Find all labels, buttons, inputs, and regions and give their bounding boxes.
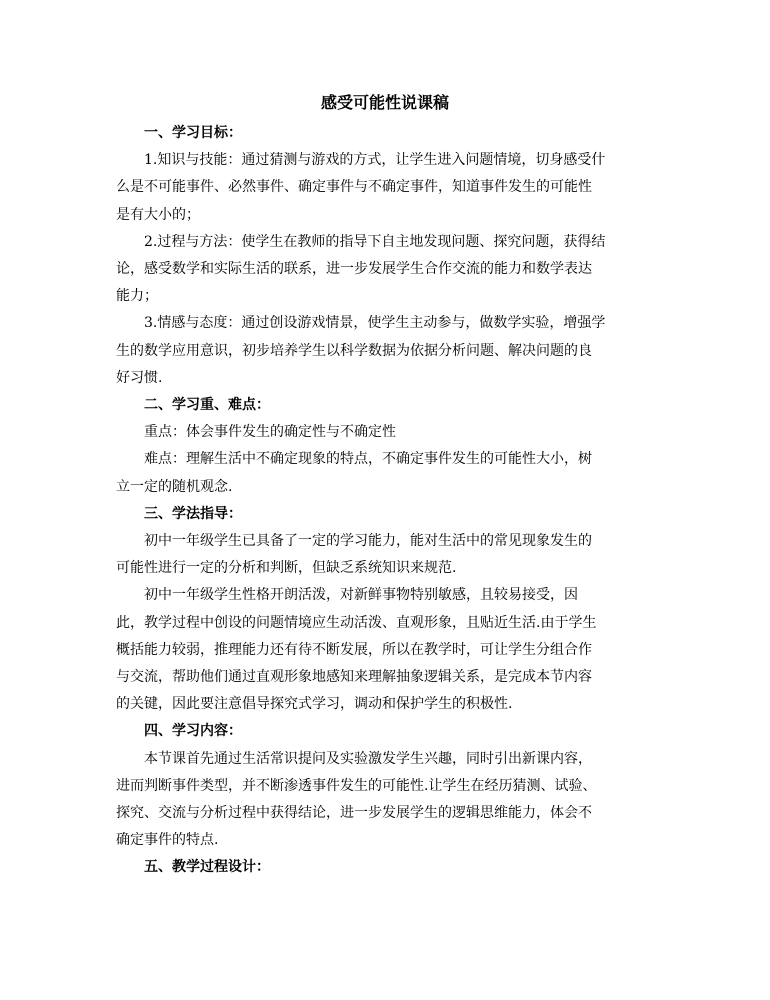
page-title: 感受可能性说课稿 xyxy=(320,93,449,112)
paragraph xyxy=(116,229,656,311)
paragraph-line: 的关键，因此要注意倡导探究式学习，调动和保护学生的积极性. xyxy=(116,696,513,713)
paragraph-line: 与交流，帮助他们通过直观形象地感知来理解抽象逻辑关系，是完成本节内容 xyxy=(116,669,592,686)
paragraph-line: 1.知识与技能：通过猜测与游戏的方式，让学生进入问题情境，切身感受什 xyxy=(144,152,606,169)
paragraph-line: 进而判断事件类型，并不断渗透事件发生的可能性.让学生在经历猜测、试验、 xyxy=(116,777,597,794)
paragraph-line: 确定事件的特点. xyxy=(116,832,219,849)
paragraph-line: 初中一年级学生性格开朗活泼，对新鲜事物特别敏感，且较易接受，因 xyxy=(144,587,578,604)
paragraph-line: 是有大小的； xyxy=(116,206,200,223)
paragraph-line: 探究、交流与分析过程中获得结论，进一步发展学生的逻辑思维能力，体会不 xyxy=(116,805,592,822)
paragraph xyxy=(116,419,656,446)
paragraph-line: 重点：体会事件发生的确定性与不确定性 xyxy=(144,424,396,441)
paragraph xyxy=(116,746,656,855)
paragraph-line: 立一定的随机观念. xyxy=(116,478,233,495)
document-body xyxy=(116,120,656,882)
section-heading: 五、教学过程设计： xyxy=(144,859,270,876)
paragraph xyxy=(116,528,656,582)
paragraph-line: 2.过程与方法：使学生在教师的指导下自主地发现问题、探究问题，获得结 xyxy=(144,233,606,250)
section-heading: 三、学法指导： xyxy=(144,505,242,522)
paragraph xyxy=(116,310,656,392)
paragraph-line: 能力； xyxy=(116,288,158,305)
paragraph-line: 难点：理解生活中不确定现象的特点，不确定事件发生的可能性大小，树 xyxy=(144,451,592,468)
paragraph xyxy=(116,446,656,500)
section-heading: 二、学习重、难点： xyxy=(144,397,270,414)
paragraph-line: 么是不可能事件、必然事件、确定事件与不确定事件，知道事件发生的可能性 xyxy=(116,179,592,196)
paragraph-line: 3.情感与态度：通过创设游戏情景，使学生主动参与，做数学实验，增强学 xyxy=(144,315,606,332)
paragraph-line: 此，教学过程中创设的问题情境应生动活泼、直观形象，且贴近生活.由于学生 xyxy=(116,614,597,631)
paragraph-line: 生的数学应用意识，初步培养学生以科学数据为依据分析问题、解决问题的良 xyxy=(116,342,592,359)
paragraph-line: 本节课首先通过生活常识提问及实验激发学生兴趣，同时引出新课内容， xyxy=(144,750,592,767)
paragraph-line: 好习惯. xyxy=(116,369,163,386)
paragraph-line: 概括能力较弱，推理能力还有待不断发展，所以在教学时，可让学生分组合作 xyxy=(116,641,592,658)
section-heading: 四、学习内容： xyxy=(144,723,242,740)
section-heading: 一、学习目标： xyxy=(144,125,242,141)
paragraph xyxy=(116,582,656,718)
paragraph xyxy=(116,147,656,229)
paragraph-line: 可能性进行一定的分析和判断，但缺乏系统知识来规范. xyxy=(116,560,457,577)
paragraph-line: 论，感受数学和实际生活的联系，进一步发展学生合作交流的能力和数学表达 xyxy=(116,261,592,278)
paragraph-line: 初中一年级学生已具备了一定的学习能力，能对生活中的常见现象发生的 xyxy=(144,533,592,550)
